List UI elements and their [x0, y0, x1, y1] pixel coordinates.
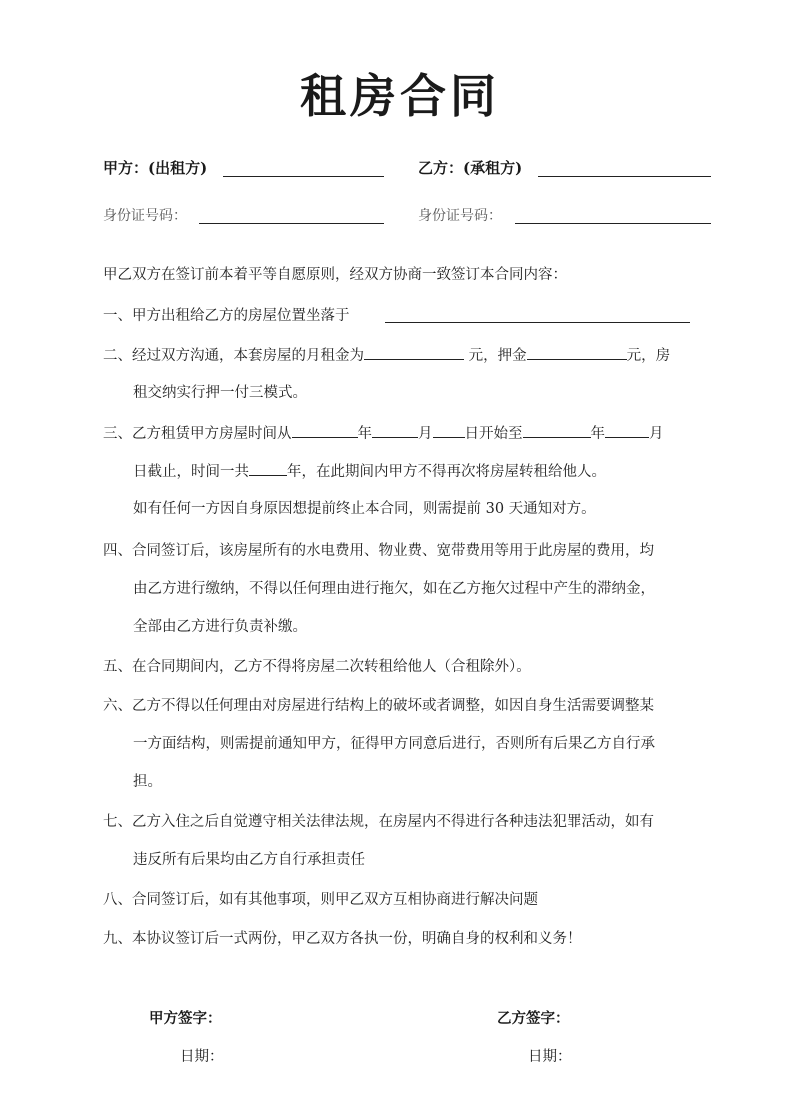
party-b-label: 乙方：(承租方) — [418, 159, 523, 177]
clause-6-line-2: 一方面结构，则需提前通知甲方，征得甲方同意后进行，否则所有后果乙方自行承 — [133, 736, 655, 752]
party-a-id-field[interactable] — [199, 223, 384, 224]
party-b-name-field[interactable] — [538, 176, 711, 177]
property-location-field[interactable] — [385, 322, 690, 323]
deposit-field[interactable] — [527, 345, 627, 360]
party-a-label: 甲方：(出租方) — [103, 159, 208, 177]
clause-7-line-1: 七、乙方入住之后自觉遵守相关法律法规，在房屋内不得进行各种违法犯罪活动，如有 — [103, 814, 654, 830]
monthly-rent-field[interactable] — [364, 345, 464, 360]
party-b-date-label: 日期： — [528, 1049, 572, 1065]
party-a-name-field[interactable] — [223, 176, 384, 177]
clause-3-text-c: 月 — [418, 426, 433, 442]
clause-3-text-f: 月 — [649, 426, 664, 442]
clause-4-line-3: 全部由乙方进行负责补缴。 — [133, 619, 307, 635]
lease-years-field[interactable] — [249, 461, 287, 476]
clause-4-line-2: 由乙方进行缴纳，不得以任何理由进行拖欠，如在乙方拖欠过程中产生的滞纳金， — [133, 581, 655, 597]
clause-4-line-1: 四、合同签订后，该房屋所有的水电费用、物业费、宽带费用等用于此房屋的费用，均 — [103, 543, 654, 559]
party-b-id-label: 身份证号码： — [418, 208, 502, 224]
start-month-field[interactable] — [372, 423, 418, 438]
clause-9: 九、本协议签订后一式两份，甲乙双方各执一份，明确自身的权利和义务！ — [103, 931, 582, 947]
clause-7-line-2: 违反所有后果均由乙方自行承担责任 — [133, 852, 365, 868]
party-a-id-label: 身份证号码： — [103, 208, 187, 224]
clause-2-line-2: 租交纳实行押一付三模式。 — [133, 385, 307, 401]
clause-3-text-h: 年，在此期间内甲方不得再次将房屋转租给他人。 — [287, 464, 606, 480]
end-year-field[interactable] — [523, 423, 591, 438]
clause-3-text-b: 年 — [357, 426, 372, 442]
clause-3-text-e: 年 — [590, 426, 605, 442]
clause-2-line-1 — [103, 345, 670, 367]
document-title: 租房合同 — [300, 69, 500, 123]
clause-3-line-3: 如有任何一方因自身原因想提前终止本合同，则需提前 30 天通知对方。 — [133, 501, 596, 517]
clause-3-text-a: 三、乙方租赁甲方房屋时间从 — [103, 426, 292, 442]
party-b-signature-label: 乙方签字： — [497, 1010, 570, 1027]
clause-3-text-d: 日开始至 — [464, 426, 523, 442]
intro-text: 甲乙双方在签订前本着平等自愿原则，经双方协商一致签订本合同内容： — [103, 267, 567, 283]
start-day-field[interactable] — [433, 423, 465, 438]
clause-3-line-2 — [133, 461, 606, 483]
clause-2-text-c: 元，房 — [626, 348, 671, 364]
clause-2-text-b: 元，押金 — [468, 348, 527, 364]
clause-8: 八、合同签订后，如有其他事项，则甲乙双方互相协商进行解决问题 — [103, 892, 538, 908]
party-a-signature-label: 甲方签字： — [149, 1010, 222, 1027]
clause-6-line-1: 六、乙方不得以任何理由对房屋进行结构上的破坏或者调整，如因自身生活需要调整某 — [103, 698, 654, 714]
clause-3-text-g: 日截止，时间一共 — [133, 464, 249, 480]
end-month-field[interactable] — [605, 423, 649, 438]
start-year-field[interactable] — [292, 423, 358, 438]
party-a-date-label: 日期： — [180, 1049, 224, 1065]
clause-2-text-a: 二、经过双方沟通，本套房屋的月租金为 — [103, 348, 364, 364]
clause-1: 一、甲方出租给乙方的房屋位置坐落于 — [103, 308, 350, 324]
party-b-id-field[interactable] — [515, 223, 711, 224]
clause-3-line-1 — [103, 423, 664, 445]
clause-6-line-3: 担。 — [133, 774, 162, 790]
clause-5: 五、在合同期间内，乙方不得将房屋二次转租给他人（合租除外）。 — [103, 659, 531, 675]
